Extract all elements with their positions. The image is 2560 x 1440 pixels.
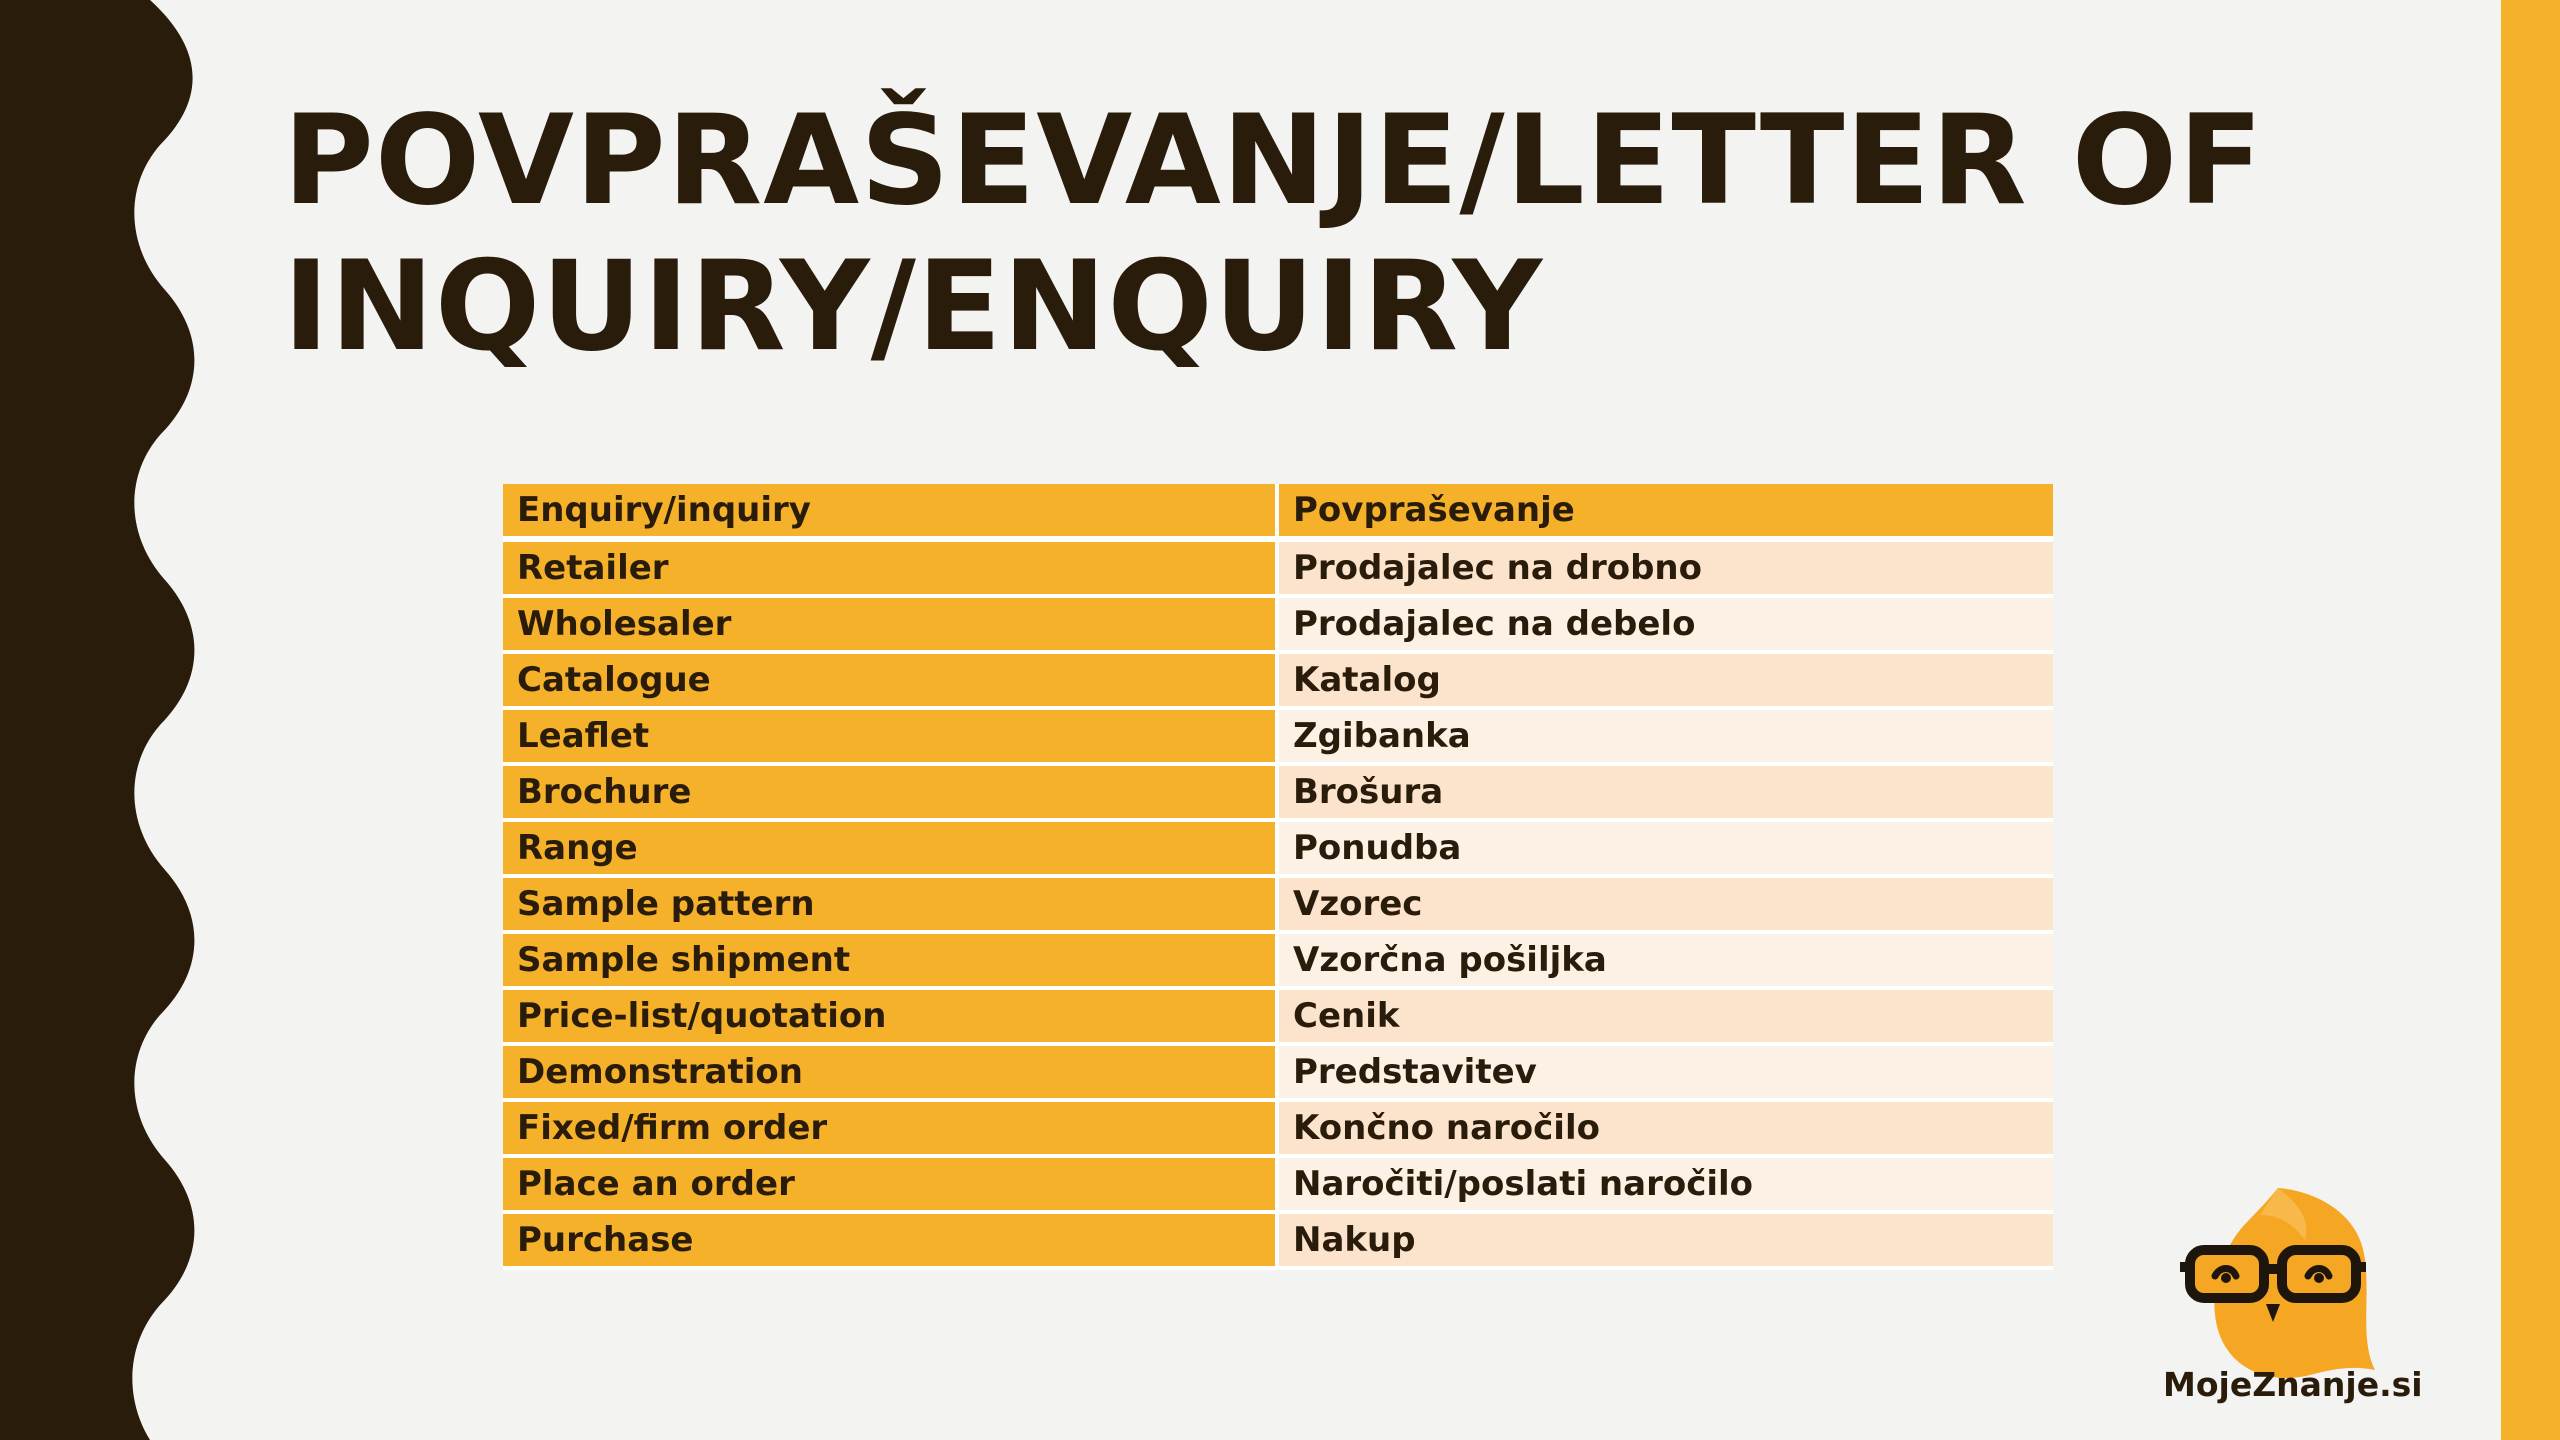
table-header-row: [503, 484, 2053, 542]
slovene-term: Vzorčna pošiljka: [1279, 934, 2053, 990]
right-accent-stripe: [2501, 0, 2560, 1440]
title-line-1: POVPRAŠEVANJE/LETTER OF: [283, 89, 2264, 233]
title-line-2: INQUIRY/ENQUIRY: [283, 235, 1544, 379]
english-term: Range: [503, 822, 1279, 878]
table-row: [503, 1158, 2053, 1214]
slovene-term: Brošura: [1279, 766, 2053, 822]
table-row: [503, 1214, 2053, 1270]
table-row: [503, 1102, 2053, 1158]
table-row: [503, 542, 2053, 598]
slovene-term: Prodajalec na debelo: [1279, 598, 2053, 654]
slide-title: [283, 88, 2283, 380]
english-term: Demonstration: [503, 1046, 1279, 1102]
slovene-term: Nakup: [1279, 1214, 2053, 1270]
table-row: [503, 766, 2053, 822]
english-term: Sample shipment: [503, 934, 1279, 990]
column-header-english: Enquiry/inquiry: [503, 484, 1279, 542]
slovene-term: Prodajalec na drobno: [1279, 542, 2053, 598]
logo-text: MojeZnanje.si: [2163, 1365, 2423, 1404]
slovene-term: Naročiti/poslati naročilo: [1279, 1158, 2053, 1214]
english-term: Place an order: [503, 1158, 1279, 1214]
english-term: Sample pattern: [503, 878, 1279, 934]
english-term: Fixed/firm order: [503, 1102, 1279, 1158]
slovene-term: Vzorec: [1279, 878, 2053, 934]
table-row: [503, 598, 2053, 654]
english-term: Leaflet: [503, 710, 1279, 766]
vocabulary-table: [503, 484, 2053, 1270]
english-term: Purchase: [503, 1214, 1279, 1270]
english-term: Retailer: [503, 542, 1279, 598]
table-row: [503, 934, 2053, 990]
table-row: [503, 990, 2053, 1046]
slovene-term: Ponudba: [1279, 822, 2053, 878]
slovene-term: Predstavitev: [1279, 1046, 2053, 1102]
english-term: Catalogue: [503, 654, 1279, 710]
english-term: Price-list/quotation: [503, 990, 1279, 1046]
slovene-term: Končno naročilo: [1279, 1102, 2053, 1158]
wavy-border-decoration: [0, 0, 200, 1440]
table-row: [503, 822, 2053, 878]
english-term: Brochure: [503, 766, 1279, 822]
table-row: [503, 710, 2053, 766]
slovene-term: Katalog: [1279, 654, 2053, 710]
table-row: [503, 1046, 2053, 1102]
column-header-slovene: Povpraševanje: [1279, 484, 2053, 542]
table-row: [503, 878, 2053, 934]
slovene-term: Zgibanka: [1279, 710, 2053, 766]
table-row: [503, 654, 2053, 710]
english-term: Wholesaler: [503, 598, 1279, 654]
slovene-term: Cenik: [1279, 990, 2053, 1046]
